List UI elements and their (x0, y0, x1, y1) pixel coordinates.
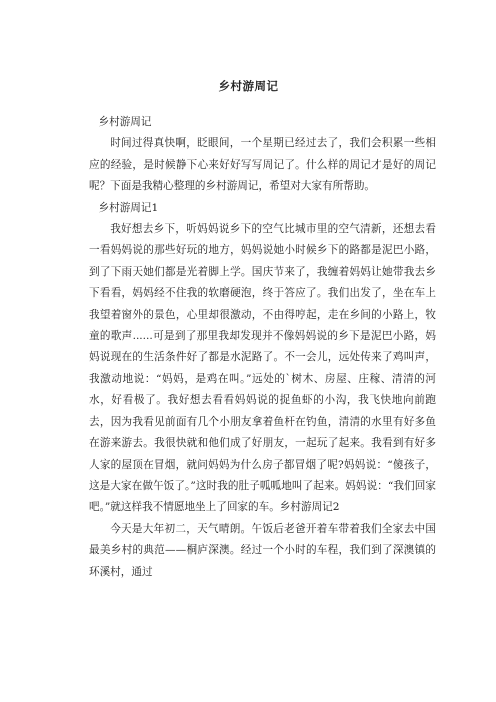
body-paragraph-1: 我好想去乡下，听妈妈说乡下的空气比城市里的空气清新，还想去看一看妈妈说的那些好玩的地方，妈妈说她小时候乡下的路都是泥巴小路，到了下雨天她们都是光着脚上学。国庆节来了，我缠着妈妈让她带我去乡下看看，妈妈经不住我的软磨硬泡，终于答应了。我们出发了，坐在车上我望着窗外的景色，心里却很激动，不由得哼起，走在乡间的小路上，牧童的歌声......可是到了那里我却发现并不像妈妈说的乡下是泥巴小路，妈妈说现在的生活条件好了都是水泥路了。不一会儿，远处传来了鸡叫声，我激动地说：“妈妈，是鸡在叫。”远处的`树木、房屋、庄稼、清清的河水，好看极了。我好想去看看妈妈说的捉鱼虾的小沟，我飞快地向前跑去，因为我看见前面有几个小朋友拿着鱼杆在钓鱼，清清的水里有好多鱼在游来游去。我很快就和他们成了好朋友，一起玩了起来。我看到有好多人家的屋顶在冒烟，就问妈妈为什么房子都冒烟了呢?妈妈说：“傻孩子，这是大家在做午饭了。”这时我的肚子呱呱地叫了起来。妈妈说：“我们回家吧。”就这样我不情愿地坐上了回家的车。乡村游周记2 (89, 223, 436, 514)
body-paragraph-2: 今天是大年初二，天气晴朗。午饭后老爸开着车带着我们全家去中国最美乡村的典范——桐庐深澳。经过一个小时的车程，我们到了深澳镇的环溪村，通过 (89, 522, 436, 578)
subtitle-paragraph: 乡村游周记 (98, 116, 152, 128)
document-title: 乡村游周记 (218, 79, 279, 93)
section-heading-1: 乡村游周记1 (98, 201, 159, 214)
intro-paragraph: 时间过得真快啊，眨眼间，一个星期已经过去了，我们会积累一些相应的经验，是时候静下心来好好写写周记了。什么样的周记才是好的周记呢？下面是我精心整理的乡村游周记，希望对大家有所帮助。 (89, 137, 436, 193)
